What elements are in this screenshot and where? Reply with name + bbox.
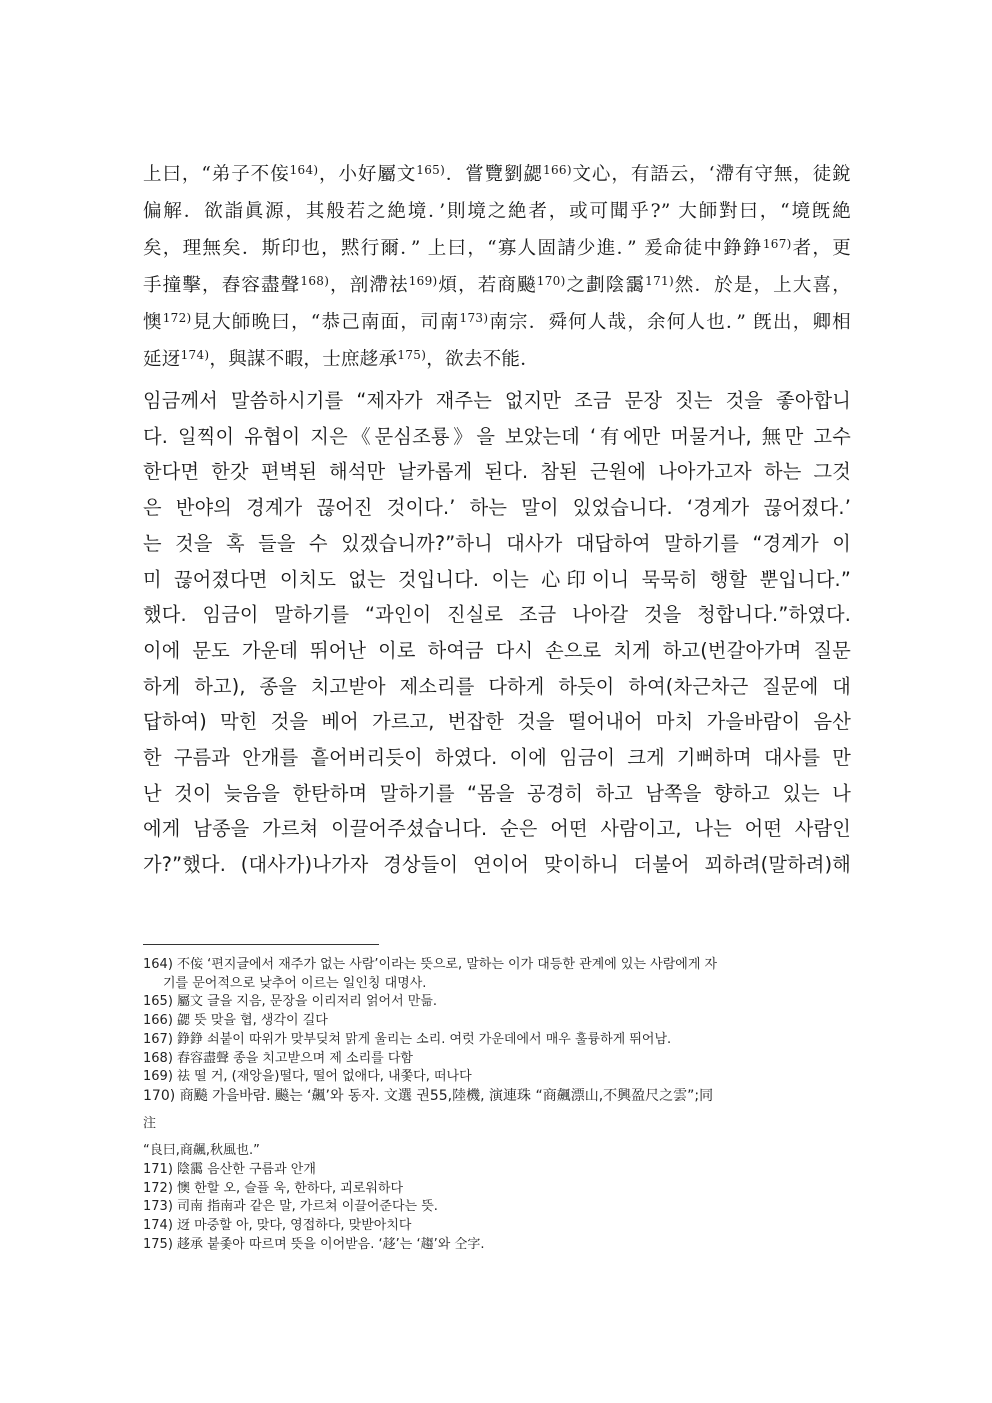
korean-line: 하게 하고), 종을 치고받아 제소리를 다하게 하듯이 하여(차근차근 질문에 대 xyxy=(143,674,851,698)
hanja-line: 延迓$^{174)}$，與謀不暇，士庶趍承$^{175)}$，欲去不能． xyxy=(143,348,540,370)
korean-translation-paragraph xyxy=(143,383,851,883)
hanja-line: 懊$^{172)}$見大師晩曰，“恭己南面，司南$^{173)}$南宗．舜何人哉，余何人也．” 旣出，卿相 xyxy=(143,311,851,333)
footnote-170-quote: “良曰,商飆,秋風也.” xyxy=(143,1143,260,1159)
footnote-166: 166) 勰 뜻 맞을 협, 생각이 길다 xyxy=(143,1013,328,1029)
hanja-line: 矣，理無矣．斯印也，黙行爾．” 上曰，“寡人固請少進．” 爰命徒中錚錚$^{167)}$者，更 xyxy=(143,237,851,259)
korean-line: 했다. 임금이 말하기를 “과인이 진실로 조금 나아갈 것을 청합니다.”하였다. xyxy=(143,603,851,627)
korean-line: 에게 남종을 가르쳐 이끌어주셨습니다. 순은 어떤 사람이고, 나는 어떤 사람인 xyxy=(143,817,851,841)
footnote-marker: 174) xyxy=(180,348,210,362)
korean-line: 한 구름과 안개를 흩어버리듯이 하였다. 이에 임금이 크게 기뻐하며 대사를 만 xyxy=(143,746,851,770)
footnote-165: 165) 屬文 글을 지음, 문장을 이리저리 얽어서 만듦. xyxy=(143,994,438,1010)
korean-line: 한다면 한갓 편벽된 해석만 날카롭게 된다. 참된 근원에 나아가고자 하는 그것 xyxy=(143,460,851,484)
footnote-175: 175) 趍承 붙좇아 따르며 뜻을 이어받음. ‘趍’는 ‘趨’와 仝字. xyxy=(143,1236,485,1252)
footnote-marker: 168) xyxy=(300,274,330,288)
korean-line: 답하여) 막힌 것을 베어 가르고, 번잡한 것을 떨어내어 마치 가을바람이 음산 xyxy=(143,710,851,734)
hanja-line: 上曰，“弟子不侫$^{164)}$，小好屬文$^{165)}$．嘗覽劉勰$^{166)}$文心，有語云，‘滯有守無，徒銳 xyxy=(143,163,851,185)
footnote-marker: 170) xyxy=(536,274,566,288)
korean-line: 임금께서 말씀하시기를 “제자가 재주는 없지만 조금 문장 짓는 것을 좋아합니 xyxy=(143,389,851,412)
footnote-marker: 173) xyxy=(459,311,489,325)
footnotes xyxy=(143,956,855,1255)
classical-chinese-paragraph xyxy=(143,156,851,378)
korean-line: 는 것을 혹 들을 수 있겠습니까?”하니 대사가 대답하여 말하기를 “경계가 이 xyxy=(143,531,851,555)
footnote-173: 173) 司南 指南과 같은 말, 가르쳐 이끌어준다는 뜻. xyxy=(143,1199,438,1215)
korean-line: 은 반야의 경계가 끊어진 것이다.’ 하는 말이 있었습니다. ‘경계가 끊어졌다.’ xyxy=(143,496,851,520)
footnote-marker: 164) xyxy=(289,163,319,177)
footnote-169: 169) 祛 떨 거, (재앙을)떨다, 떨어 없애다, 내쫓다, 떠나다 xyxy=(143,1069,472,1085)
footnote-separator xyxy=(143,944,379,945)
footnote-marker: 175) xyxy=(397,348,427,362)
footnote-172: 172) 懊 한할 오, 슬플 욱, 한하다, 괴로워하다 xyxy=(143,1180,404,1196)
footnote-marker: 167) xyxy=(762,237,792,251)
footnote-167: 167) 錚錚 쇠붙이 따위가 맞부딪쳐 맑게 울리는 소리. 여럿 가운데에서 매우 훌륭하게 뛰어남. xyxy=(143,1031,672,1047)
footnote-marker: 172) xyxy=(162,311,192,325)
footnote-164-continued: 기를 문어적으로 낮추어 이르는 일인칭 대명사. xyxy=(163,975,427,991)
footnote-171: 171) 陰靄 음산한 구름과 안개 xyxy=(143,1162,316,1178)
footnote-marker: 165) xyxy=(416,163,446,177)
korean-line: 다. 일찍이 유협이 지은《문심조룡》을 보았는데 ‘有에만 머물거나, 無만 고수 xyxy=(143,424,851,448)
footnote-marker: 171) xyxy=(645,274,674,288)
footnote-170: 170) 商飈 가을바람. 飈는 ‘飆’와 동자. 文選 권55,陸機, 演連珠 “商飆漂山,不興盈尺之雲”;同 xyxy=(143,1087,714,1104)
korean-line: 난 것이 늦음을 한탄하며 말하기를 “몸을 공경히 하고 남쪽을 향하고 있는 나 xyxy=(143,781,851,805)
hanja-line: 手撞擊，舂容盡聲$^{168)}$，剖滯祛$^{169)}$煩，若商飈$^{170)}$之劃陰靄$^{171)}$然．於是，上大喜， xyxy=(143,274,851,296)
footnote-164: 164) 不侫 ‘편지글에서 재주가 없는 사람’이라는 뜻으로, 말하는 이가 대등한 관계에 있는 사람에게 자 xyxy=(143,957,718,972)
footnote-174: 174) 迓 마중할 아, 맞다, 영접하다, 맞받아치다 xyxy=(143,1218,412,1234)
korean-line: 가?”했다. (대사가)나가자 경상들이 연이어 맞이하니 더불어 꾀하려(말하려)해 xyxy=(143,853,851,877)
footnote-marker: 169) xyxy=(408,274,438,288)
hanja-line: 偏解．欲詣眞源，其般若之絶境．’則境之絶者，或可聞乎?” 大師對曰，“境旣絶 xyxy=(143,201,851,222)
footnote-170-continued: 注 xyxy=(143,1115,157,1131)
korean-line: 이에 문도 가운데 뛰어난 이로 하여금 다시 손으로 치게 하고(번갈아가며 질문 xyxy=(143,638,851,662)
korean-line: 미 끊어졌다면 이치도 없는 것입니다. 이는 心印이니 묵묵히 행할 뿐입니다.” xyxy=(143,567,851,591)
footnote-marker: 166) xyxy=(543,163,572,177)
footnote-168: 168) 舂容盡聲 종을 치고받으며 제 소리를 다함 xyxy=(143,1050,413,1066)
